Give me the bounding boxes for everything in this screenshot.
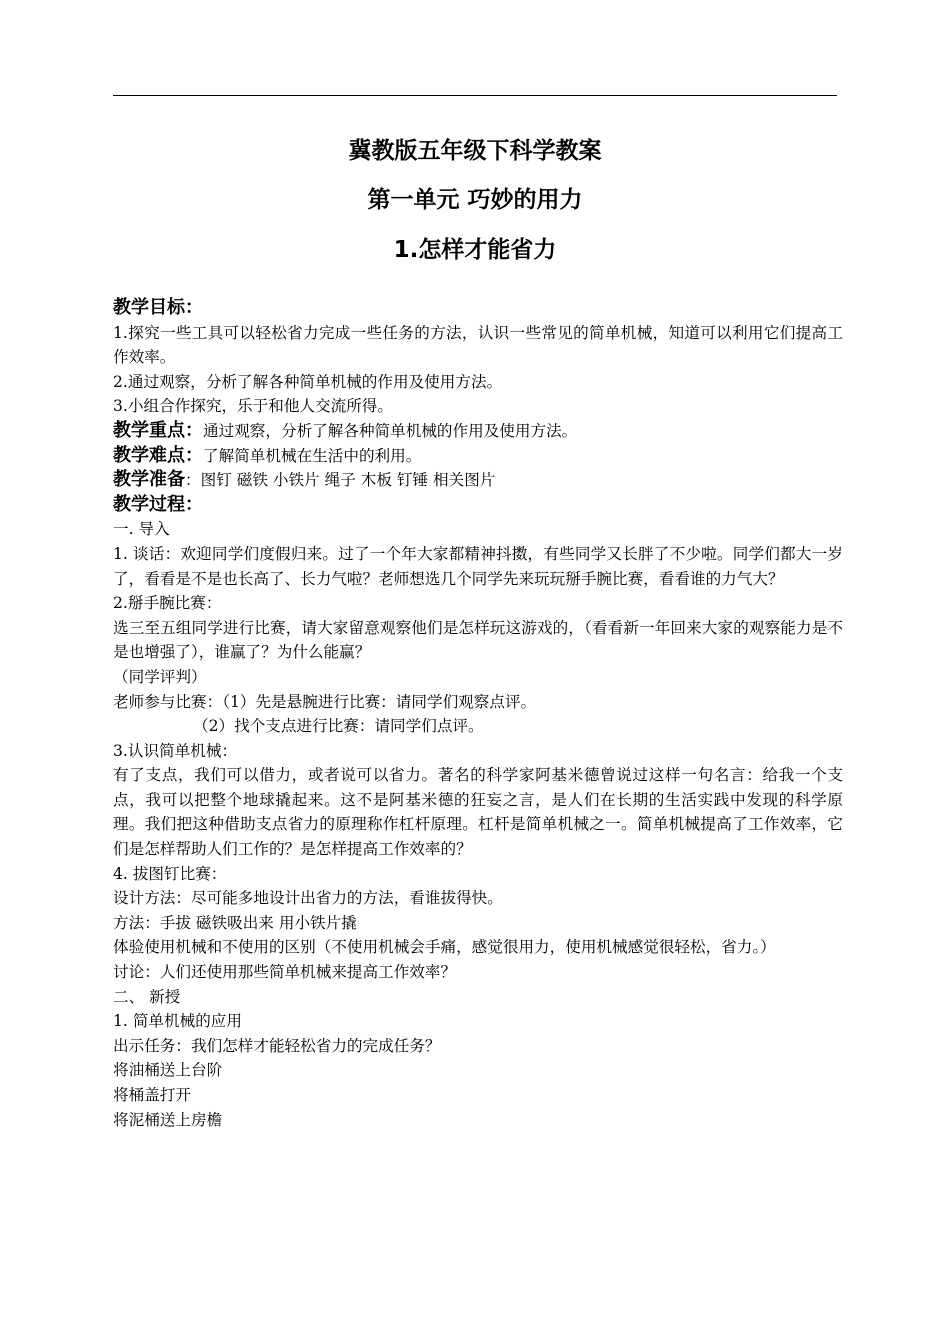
process-line: 选三至五组同学进行比赛，请大家留意观察他们是怎样玩这游戏的，（看看新一年回来大家的观察能力是不是也增强了），谁赢了？为什么能赢？ [113, 618, 843, 662]
process-line: 讨论：人们还使用那些简单机械来提高工作效率？ [113, 963, 457, 982]
process-line: 1. 谈话：欢迎同学们度假归来。过了一个年大家都精神抖擞，有些同学又长胖了不少啦。同学们都大一岁了，看看是不是也长高了、长力气啦？老师想选几个同学先来玩玩掰手腕比赛，看看谁的力气大？ [113, 544, 843, 588]
process-line: 将桶盖打开 [113, 1086, 191, 1104]
unit-title: 第一单元 巧妙的用力 [367, 187, 583, 213]
prep-line [113, 468, 843, 493]
process-line: 方法：手拔 磁铁吸出来 用小铁片撬 [113, 913, 357, 932]
process-line: 老师参与比赛：（1）先是悬腕进行比赛：请同学们观察点评。 [113, 692, 537, 711]
key-point-line [113, 419, 843, 444]
key-point-text: 通过观察，分析了解各种简单机械的作用及使用方法。 [203, 421, 578, 440]
document-title: 冀教版五年级下科学教案 [348, 138, 602, 164]
lesson-body [113, 296, 843, 1132]
process-line: （同学评判） [113, 667, 207, 686]
process-line: 将油桶送上台阶 [113, 1061, 223, 1080]
process-line: 体验使用机械和不使用的区别（不使用机械会手痛，感觉很用力，使用机械感觉很轻松，省力。） [113, 938, 776, 957]
prep-text: ：图钉 磁铁 小铁片 绳子 木板 钉锤 相关图片 [185, 471, 496, 490]
process-line: 出示任务：我们怎样才能轻松省力的完成任务？ [113, 1036, 441, 1055]
process-line: 设计方法：尽可能多地设计出省力的方法，看谁拔得快。 [113, 889, 503, 908]
goals-heading: 教学目标： [113, 297, 203, 318]
process-line: 有了支点，我们可以借力，或者说可以省力。著名的科学家阿基米德曾说过这样一句名言：给我一个支点，我可以把整个地球撬起来。这不是阿基米德的狂妄之言，是人们在长期的生活实践中发现的科学原理。我们把这种借助支点省力的原理称作杠杆原理。杠杆是简单机械之一。简单机械提高了工作效率，它们是怎样帮助人们工作的？是怎样提高工作效率的？ [113, 766, 843, 859]
lesson-title: 1.怎样才能省力 [393, 237, 557, 263]
header-rule [113, 95, 837, 96]
process-line: 2.掰手腕比赛： [113, 594, 222, 613]
process-line: 二、 新授 [113, 987, 181, 1006]
difficulty-text: 了解简单机械在生活中的利用。 [203, 446, 422, 465]
prep-label: 教学准备 [113, 469, 185, 491]
process-line: 将泥桶送上房檐 [113, 1110, 223, 1129]
difficulty-line [113, 444, 843, 469]
key-point-label: 教学重点： [113, 419, 203, 441]
goal-item: 3.小组合作探究，乐于和他人交流所得。 [113, 397, 393, 416]
process-line: 1. 简单机械的应用 [113, 1012, 242, 1031]
process-heading: 教学过程： [113, 493, 203, 515]
process-line: 3.认识简单机械： [113, 741, 238, 760]
difficulty-label: 教学难点： [113, 444, 203, 466]
goal-item: 1.探究一些工具可以轻松省力完成一些任务的方法，认识一些常见的简单机械，知道可以利用它们提高工作效率。 [113, 323, 843, 367]
process-line: （2）找个支点进行比赛：请同学们点评。 [193, 717, 484, 736]
goal-item: 2.通过观察，分析了解各种简单机械的作用及使用方法。 [113, 372, 503, 391]
process-line: 一. 导入 [113, 520, 170, 539]
process-line: 4. 拔图钉比赛： [113, 864, 227, 883]
